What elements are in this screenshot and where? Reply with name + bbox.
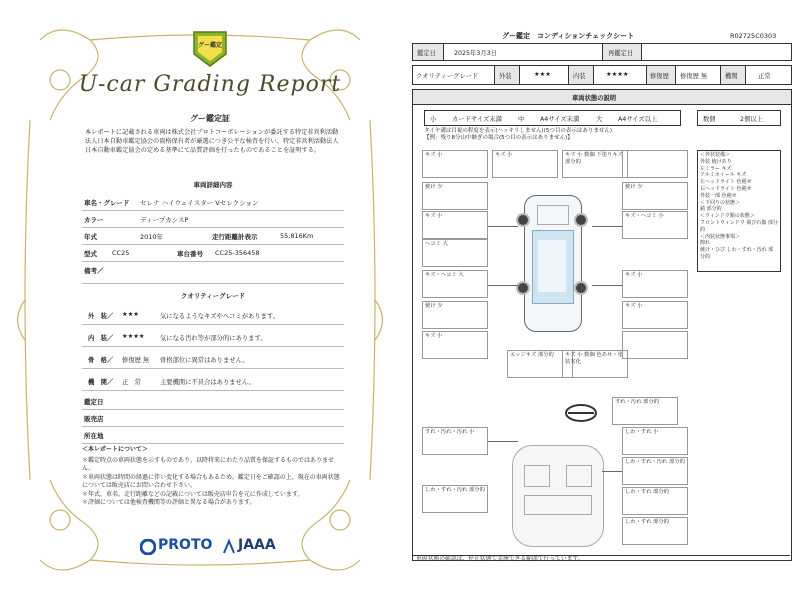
size-mid: 中 <box>518 116 525 123</box>
location-callout: ヘコミ 大 <box>422 239 488 267</box>
vehicle-section-heading: 車両詳細内容 <box>193 181 233 189</box>
reinspect-label: 再鑑定日 <box>608 50 634 57</box>
location-callout: キズ・ヘコミ 大 <box>422 270 488 298</box>
location-callout: キズ 小 数個 色あせ・塗装劣化 <box>562 350 628 378</box>
grade-stars: ★★★ <box>122 311 139 318</box>
seat-front-right <box>566 465 592 487</box>
row-model <box>82 244 344 262</box>
year-label: 年式 <box>84 233 97 241</box>
condition-check-sheet <box>412 25 790 570</box>
grade-stars: 修復歴 無 <box>122 357 150 364</box>
sheet-date-label: 鑑定日 <box>417 50 436 57</box>
mileage-label: 走行距離計表示 <box>212 233 258 241</box>
location-callout: 焼け 少 <box>622 182 688 210</box>
note-line: フロントウィンドウ 飛び石傷 部分的 <box>700 219 778 233</box>
note-line: 外装一部 色褪せ <box>700 192 737 199</box>
note-item: ＊車両状態は時間の経過に伴い変化する場合もあるため、鑑定日をご確認の上、現在の車両状態については販売店にお問い合わせ下さい。 <box>82 473 340 489</box>
tire-rear-left-icon <box>516 281 530 295</box>
proto-logo-icon <box>140 539 156 555</box>
grade-label: 骨 格／ <box>88 357 114 364</box>
size-large-desc: A4サイズ以上 <box>618 116 658 123</box>
connector-line <box>602 471 622 472</box>
certificate-subtitle: グー鑑定証 <box>190 114 230 123</box>
note-line: 右ヘッドライト 色褪せ <box>700 185 752 192</box>
mileage-value: 55,816Km <box>280 232 314 240</box>
sheet-footer-note: 車両状態の確認は、停止状態で実施できる範囲で行っています。 <box>416 556 584 562</box>
size-mid-desc: A4サイズ未満 <box>540 116 580 123</box>
location-callout: キズ 小 <box>422 211 488 239</box>
interior-callout: すれ・汚れ 部分的 <box>612 397 678 425</box>
note-line: アルミホイール キズ <box>700 172 747 179</box>
note-line: 錆 部分的 <box>700 206 722 213</box>
size-large: 大 <box>596 116 603 123</box>
note-item: ＊年式、車名、走行距離などの記載については販売店申告を元に作成しています。 <box>82 490 304 498</box>
row-color <box>82 210 344 228</box>
address-label: 所在地 <box>84 432 104 440</box>
interior-callout: しわ・すれ 部分的 <box>622 517 688 545</box>
badge-text: グー鑑定 <box>197 42 222 49</box>
tire-front-right-icon <box>574 213 588 227</box>
grade-label: 内 装／ <box>88 335 114 342</box>
certificate-intro: 本レポートに記載される車両は株式会社プロトコーポレーションが委託する特定非営利活動法人日本自動車鑑定協会の資格保有者が厳選につき公平な検査を行い、特定非営利活動法人日本自動車鑑定協会の定める基準にて品質評価を行ったものであることを証明する。 <box>85 129 339 154</box>
tire-front-left-icon <box>516 213 530 227</box>
connector-line <box>488 285 518 286</box>
location-callout: 焼け 少 <box>422 182 488 210</box>
grade-row-interior <box>82 326 344 347</box>
tire-rear-right-icon <box>574 281 588 295</box>
remarks-label: 備考／ <box>84 267 104 275</box>
note-line: 擦れ <box>700 240 711 247</box>
grade-desc: 気になるようなキズやヘコミがあります。 <box>160 313 280 320</box>
note-line: 外装 焼けあり <box>700 158 732 165</box>
shop-label: 販売店 <box>84 415 104 423</box>
name-grade-label: 車名・グレード <box>84 199 130 207</box>
grade-desc: 骨格部位に異常はありません。 <box>160 357 249 364</box>
int-label: 内装 <box>573 73 586 80</box>
size-small: 小 <box>430 116 437 123</box>
notes-heading: ＜本レポートについて＞ <box>82 446 148 453</box>
row-year <box>82 227 344 245</box>
chassis-label: 車台番号 <box>177 250 203 258</box>
engine-value: 正常 <box>758 73 771 80</box>
location-callout: キズ 小 <box>492 150 558 178</box>
tire-note-example: 【例：残り8分山中継ぎの場合(5つ目の表示はありません)】 <box>424 135 573 141</box>
tire-note: タイヤ溝は目視の程度を表示(ハッキリしません)(5つ目の表示はありません) <box>424 128 612 134</box>
location-callout: キズ 小 <box>622 270 688 298</box>
certificate-title: U-car Grading Report <box>78 72 342 97</box>
connector-line <box>488 226 518 227</box>
grade-stars: 正 常 <box>122 379 141 386</box>
car-top-view-diagram <box>512 185 592 340</box>
grade-label: 外 装／ <box>88 313 114 320</box>
sheet-date-value: 2025年3月3日 <box>454 50 497 57</box>
jaaa-logo-icon <box>222 539 236 555</box>
grade-desc: 気になる汚れ等が部分的にあります。 <box>160 335 267 342</box>
row-shop <box>82 409 344 427</box>
note-line: ＜外装装備＞ <box>700 152 731 158</box>
interior-callout: しわ・すれ・汚れ 部分的 <box>622 457 688 485</box>
connector-line <box>592 285 622 286</box>
note-item: ＊鑑定時点の車両状態を示すものであり、以降将来にわたり品質を保証するものではありません。 <box>82 456 335 472</box>
state-heading: 車両状態の説明 <box>572 95 617 102</box>
row-date <box>82 392 344 410</box>
row-remarks <box>82 261 344 284</box>
note-item: ＊評価については他検査機関等の評価と異なる場合があります。 <box>82 499 256 506</box>
year-value: 2010年 <box>140 233 164 241</box>
grade-row-frame <box>82 348 344 369</box>
quality-label: クオリティーグレード <box>416 73 479 80</box>
ext-label: 外装 <box>499 73 512 80</box>
int-value: ★★★★ <box>606 71 629 78</box>
repair-value: 修復歴 無 <box>680 73 708 80</box>
seat-rear <box>524 495 592 515</box>
color-label: カラー <box>84 216 104 224</box>
note-line: 焼け・ひび しわ・すれ・汚れ 部分的 <box>700 247 774 260</box>
grade-section-heading: クオリティーグレード <box>180 292 246 300</box>
interior-callout: しわ・すれ 小 <box>622 427 688 455</box>
grade-stars: ★★★★ <box>122 333 145 340</box>
connector-line <box>592 226 622 227</box>
interior-callout: しわ・すれ・汚れ 部分的 <box>422 485 488 513</box>
location-callout: キズ 小 数個 下塗りキズ 部分的 <box>562 150 628 178</box>
engine-label: 機関 <box>725 73 738 80</box>
location-callout: 焼け 少 <box>422 301 488 329</box>
jaaa-logo: JAAA <box>238 537 276 553</box>
interior-callout: すれ・汚れ・汚れ 小 <box>422 427 488 455</box>
steering-wheel-icon <box>564 403 598 423</box>
location-callout: キズ・ヘコミ 小 <box>622 211 688 239</box>
size-small-desc: カードサイズ未満 <box>452 116 502 123</box>
sheet-title: グー鑑定 コンディションチェックシート <box>502 32 635 40</box>
report-notes <box>82 446 344 508</box>
name-grade-value: セレナ ハイウェイスター Vセレクション <box>140 199 259 207</box>
chassis-value: CC25-356458 <box>215 249 260 257</box>
repair-label: 修復歴 <box>650 73 669 80</box>
location-callout: キズ 小 <box>422 331 488 359</box>
grade-label: 機 関／ <box>88 379 114 386</box>
sheet-code: R02725C0303 <box>730 32 777 40</box>
location-callout <box>622 331 688 359</box>
note-line: ＜内装状態事項＞ <box>700 233 741 240</box>
location-callout: キズ 小 <box>622 301 688 329</box>
ext-value: ★★★ <box>534 71 551 78</box>
grade-row-exterior <box>82 304 344 325</box>
date-label: 鑑定日 <box>84 398 104 406</box>
note-line: 左ヘッドライト 色褪せ <box>700 179 752 186</box>
connector-line <box>488 441 518 442</box>
proto-logo: PROTO <box>158 537 213 553</box>
seat-front-left <box>524 465 550 487</box>
grade-desc: 主要機関に不具合はありません。 <box>160 379 255 386</box>
row-name-grade <box>82 193 344 211</box>
equipment-notes <box>700 152 778 261</box>
location-callout <box>622 150 688 178</box>
note-line: ＜下回りの状態＞ <box>700 199 741 206</box>
grade-row-engine <box>82 370 344 391</box>
color-value: ディープカシスP <box>140 216 189 224</box>
note-line: ＜ウィンドウ類の状態＞ <box>700 213 755 220</box>
row-address <box>82 426 344 444</box>
count-value: 2個以上 <box>740 116 763 123</box>
note-line: 左ミラー キズ <box>700 165 732 172</box>
model-label: 型式 <box>84 250 97 258</box>
count-label: 数個 <box>703 116 716 123</box>
location-callout: エッジキズ 部分的 <box>507 350 573 378</box>
interior-callout: しわ・すれ 部分的 <box>622 487 688 515</box>
model-value: CC25 <box>112 249 130 257</box>
location-callout: キズ 小 <box>422 150 488 178</box>
